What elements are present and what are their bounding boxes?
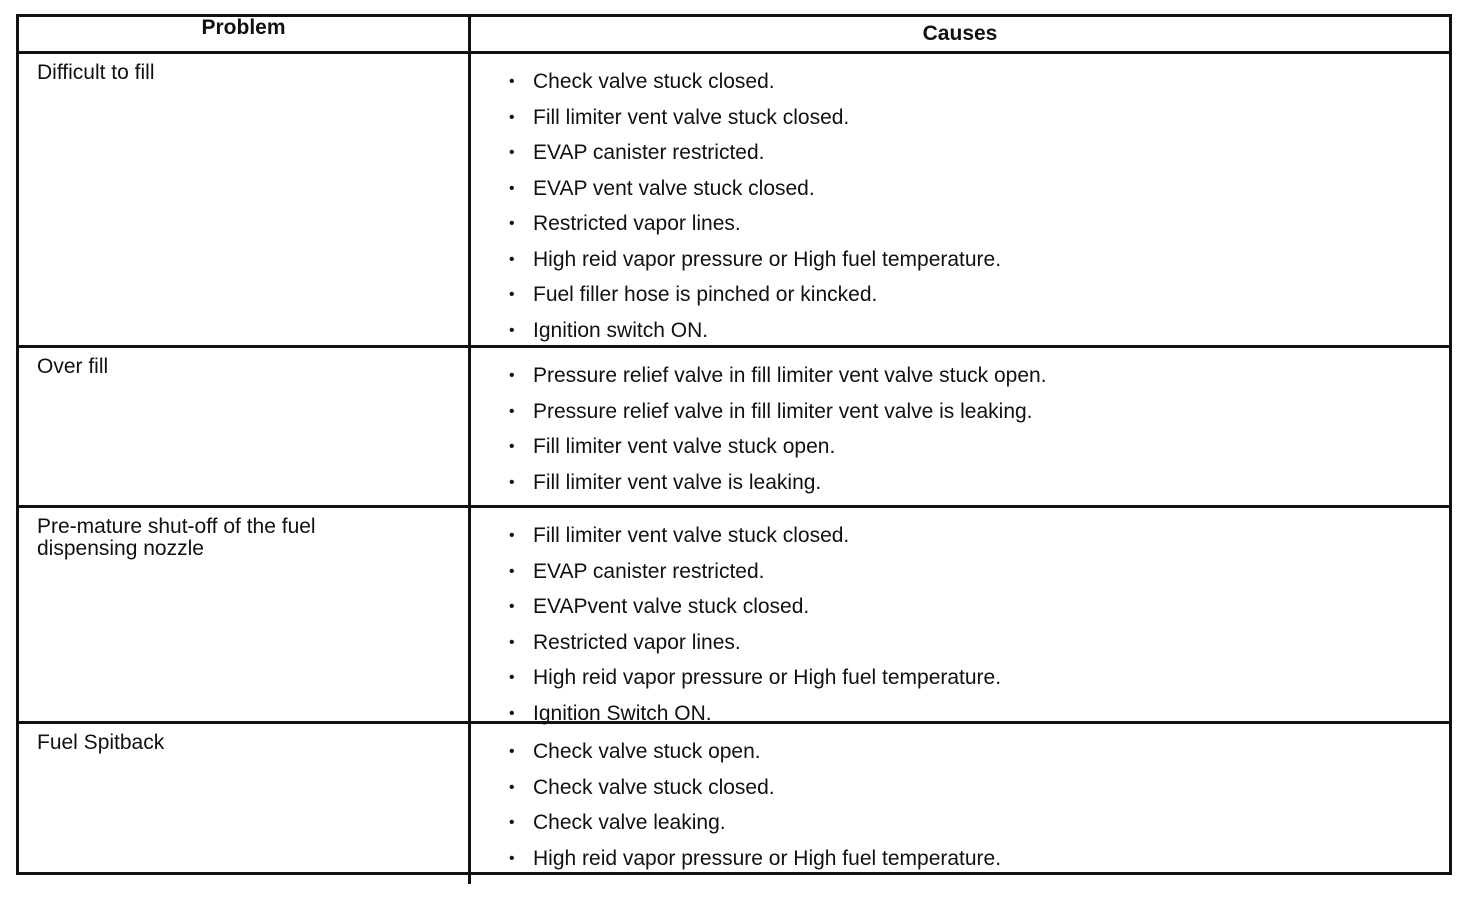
bullet-icon: •: [509, 814, 515, 831]
cause-text: High reid vapor pressure or High fuel temperature.: [533, 666, 1002, 689]
list-item: [507, 734, 1449, 770]
cause-text: Pressure relief valve in fill limiter vent valve stuck open.: [533, 364, 1047, 387]
bullet-icon: •: [509, 438, 515, 455]
causes-list: [471, 348, 1449, 508]
bullet-icon: •: [509, 633, 515, 651]
bullet-icon: •: [509, 402, 515, 420]
cause-text: Check valve stuck closed.: [533, 70, 775, 93]
table-row: [19, 505, 1449, 725]
list-item: [507, 135, 1449, 171]
causes-cell: [471, 508, 1449, 739]
table-header-row: [19, 17, 1449, 51]
cause-text: Ignition switch ON.: [533, 318, 709, 342]
list-item: [507, 206, 1449, 242]
cause-text: High reid vapor pressure or High fuel temperature.: [533, 247, 1002, 271]
list-item: [507, 277, 1449, 313]
bullet-icon: •: [509, 473, 515, 491]
cause-text: EVAP canister restricted.: [533, 559, 765, 583]
list-item: [507, 841, 1449, 877]
cause-text: Fill limiter vent valve stuck closed.: [533, 105, 850, 129]
table-row: [19, 345, 1449, 505]
problem-cell: Fuel Spitback: [19, 724, 471, 884]
table-row: [19, 51, 1449, 345]
causes-cell: [471, 54, 1449, 356]
bullet-icon: •: [509, 598, 515, 615]
list-item: [507, 625, 1449, 661]
bullet-icon: •: [509, 704, 515, 722]
causes-cell: [471, 348, 1449, 508]
bullet-icon: •: [509, 286, 515, 303]
header-problem: Problem: [19, 17, 471, 51]
bullet-icon: •: [509, 562, 515, 580]
causes-list: [471, 54, 1449, 356]
bullet-icon: •: [509, 778, 515, 796]
troubleshooting-table: [16, 14, 1452, 875]
list-item: [507, 64, 1449, 100]
cause-text: Fuel filler hose is pinched or kincked.: [533, 283, 878, 306]
problem-cell: Over fill: [19, 348, 471, 508]
bullet-icon: •: [509, 250, 515, 268]
bullet-icon: •: [509, 108, 515, 126]
header-causes: Causes: [922, 22, 998, 45]
list-item: [507, 465, 1449, 501]
bullet-icon: •: [509, 73, 515, 90]
bullet-icon: •: [509, 669, 515, 686]
list-item: [507, 554, 1449, 590]
cause-text: Fill limiter vent valve is leaking.: [533, 470, 822, 494]
list-item: [507, 660, 1449, 696]
cause-text: Pressure relief valve in fill limiter vent valve is leaking.: [533, 399, 1033, 423]
bullet-icon: •: [509, 321, 515, 339]
problem-cell: Pre-mature shut-off of the fuel dispensing nozzle: [19, 508, 471, 739]
list-item: [507, 171, 1449, 207]
bullet-icon: •: [509, 527, 515, 544]
cause-text: Restricted vapor lines.: [533, 212, 741, 235]
bullet-icon: •: [509, 179, 515, 197]
list-item: [507, 313, 1449, 349]
table-row: [19, 721, 1449, 872]
bullet-icon: •: [509, 215, 515, 232]
list-item: [507, 518, 1449, 554]
cause-text: Fill limiter vent valve stuck open.: [533, 435, 836, 458]
causes-list: [471, 724, 1449, 884]
bullet-icon: •: [509, 743, 515, 760]
cause-text: Check valve leaking.: [533, 811, 726, 834]
cause-text: EVAP vent valve stuck closed.: [533, 176, 815, 200]
list-item: [507, 429, 1449, 465]
list-item: [507, 770, 1449, 806]
list-item: [507, 242, 1449, 278]
list-item: [507, 589, 1449, 625]
cause-text: EVAP canister restricted.: [533, 141, 765, 164]
list-item: [507, 100, 1449, 136]
cause-text: High reid vapor pressure or High fuel temperature.: [533, 846, 1002, 870]
bullet-icon: •: [509, 144, 515, 161]
problem-cell: Difficult to fill: [19, 54, 471, 356]
cause-text: Restricted vapor lines.: [533, 630, 741, 654]
cause-text: Fill limiter vent valve stuck closed.: [533, 524, 850, 547]
cause-text: Check valve stuck closed.: [533, 775, 775, 799]
list-item: [507, 394, 1449, 430]
list-item: [507, 696, 1449, 732]
cause-text: Check valve stuck open.: [533, 740, 761, 763]
causes-list: [471, 508, 1449, 739]
bullet-icon: •: [509, 849, 515, 867]
cause-text: Ignition Switch ON.: [533, 701, 712, 725]
list-item: [507, 805, 1449, 841]
cause-text: EVAPvent valve stuck closed.: [533, 595, 810, 618]
bullet-icon: •: [509, 367, 515, 384]
causes-cell: [471, 724, 1449, 884]
list-item: [507, 358, 1449, 394]
